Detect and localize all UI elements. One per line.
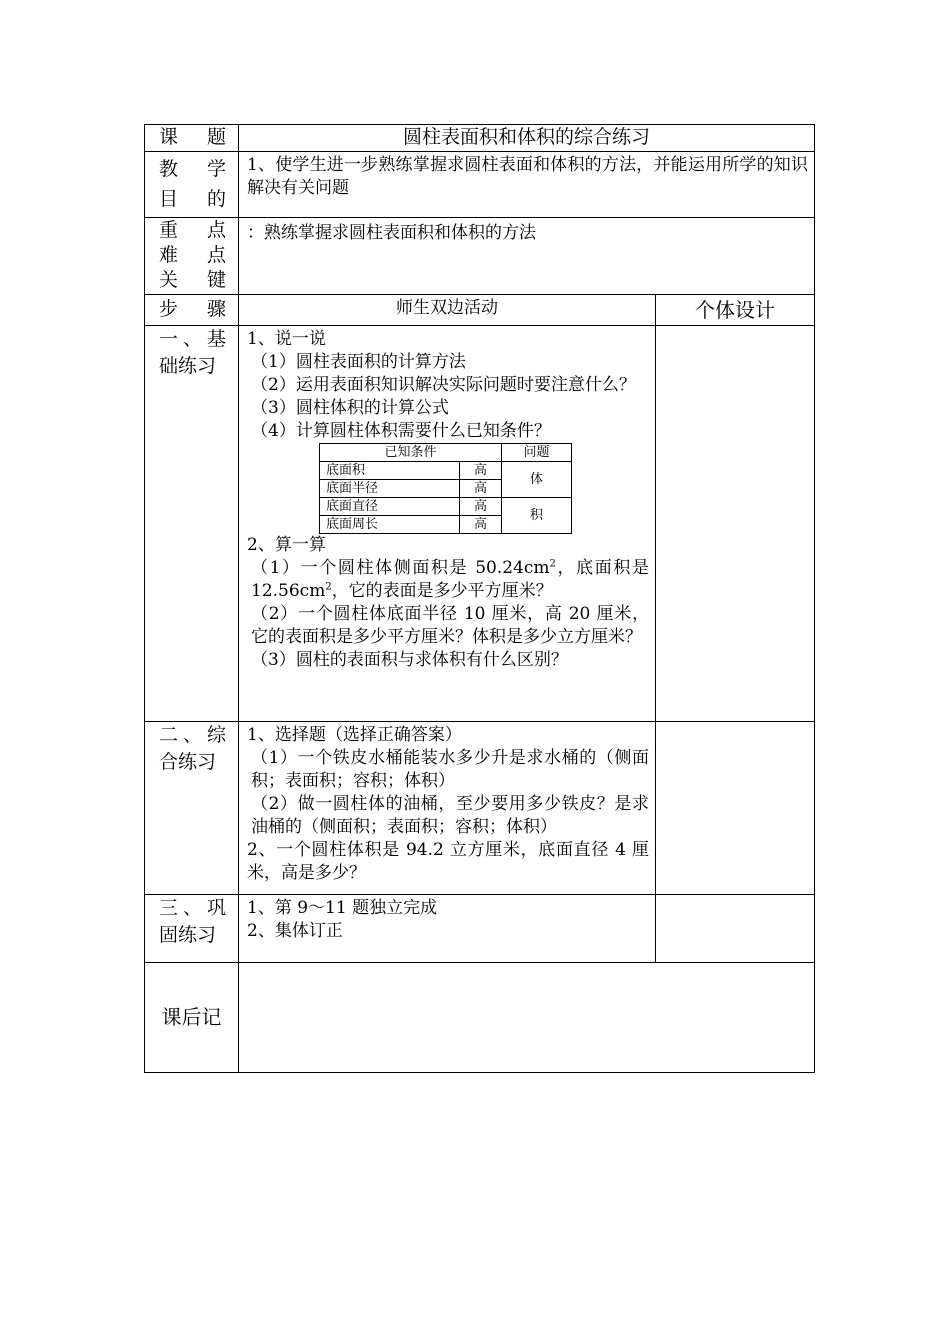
table-cell: 高 (460, 516, 502, 534)
choice-question-2: （2）做一圆柱体的油桶，至少要用多少铁皮？是求油桶的（侧面积；表面积；容积；体积） (251, 794, 649, 837)
section3-design (656, 895, 815, 963)
section2-design (656, 722, 815, 895)
section3-label: 三、巩 固练习 (145, 895, 239, 963)
table-cell: 底面直径 (320, 498, 460, 516)
key-label: 重 点 难 点 关 键 (145, 218, 239, 295)
calc-title: 2、算一算 (247, 535, 326, 555)
steps-label: 步 骤 (145, 295, 239, 326)
choice-question-1: （1）一个铁皮水桶能装水多少升是求水桶的（侧面积；表面积；容积；体积） (251, 748, 649, 791)
say-item: （4）计算圆柱体积需要什么已知条件？ (251, 421, 551, 441)
say-title: 1、说一说 (247, 329, 326, 349)
lesson-plan-table (144, 124, 815, 1073)
question-header: 问题 (502, 444, 572, 462)
table-cell: 底面积 (320, 462, 460, 480)
objective-label: 教 学 目 的 (145, 152, 239, 218)
after-class-notes (239, 963, 815, 1073)
consolidate-item: 1、第 9～11 题独立完成 (247, 898, 438, 918)
calc-question-3: （3）圆柱的表面积与求体积有什么区别？ (251, 650, 568, 670)
topic-value: 圆柱表面积和体积的综合练习 (239, 125, 815, 152)
key-value: ：熟练掌握求圆柱表面积和体积的方法 (239, 218, 815, 295)
objective-value: 1、使学生进一步熟练掌握求圆柱表面和体积的方法，并能运用所学的知识解决有关问题 (239, 152, 815, 218)
section1-design (656, 326, 815, 722)
volume-question: 2、一个圆柱体积是 94.2 立方厘米，底面直径 4 厘米，高是多少？ (247, 840, 649, 883)
activity-label: 师生双边活动 (239, 295, 656, 326)
say-item: （2）运用表面积知识解决实际问题时要注意什么？ (251, 375, 636, 395)
choice-title: 1、选择题（选择正确答案） (247, 725, 462, 745)
question-cell-2: 积 (502, 498, 572, 534)
table-cell: 底面半径 (320, 480, 460, 498)
section2-content (239, 722, 656, 895)
section2-label: 二、综 合练习 (145, 722, 239, 895)
table-cell: 高 (460, 480, 502, 498)
calc-question-2: （2）一个圆柱体底面半径 10 厘米，高 20 厘米，它的表面积是多少平方厘米？体积是多少立方厘米？ (251, 604, 649, 647)
section3-content (239, 895, 656, 963)
table-cell: 高 (460, 462, 502, 480)
section1-label: 一、基 础练习 (145, 326, 239, 722)
design-label: 个体设计 (656, 295, 815, 326)
calc-question-1: （1）一个圆柱体侧面积是 $50.24cm^2$，底面积是$12.56cm^2$，它的表面是多少平方厘米？ (251, 558, 650, 601)
say-item: （1）圆柱表面积的计算方法 (251, 352, 466, 372)
after-class-label: 课后记 (145, 963, 239, 1073)
table-cell: 高 (460, 498, 502, 516)
table-cell: 底面周长 (320, 516, 460, 534)
section1-content (239, 326, 656, 722)
question-cell-1: 体 (502, 462, 572, 498)
known-header: 已知条件 (320, 444, 502, 462)
say-item: （3）圆柱体积的计算公式 (251, 398, 449, 418)
consolidate-item: 2、集体订正 (247, 921, 343, 941)
topic-label: 课 题 (145, 125, 239, 152)
conditions-table (319, 443, 572, 534)
